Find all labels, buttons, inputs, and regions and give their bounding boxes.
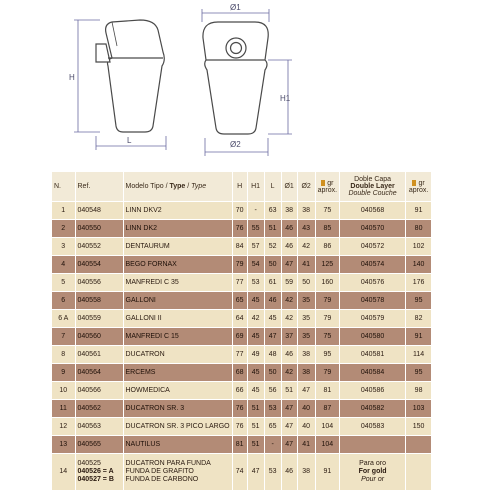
dim-label-o2: Ø2 <box>230 140 241 149</box>
cell-dref: 040581 <box>340 346 406 364</box>
dim-label-o1: Ø1 <box>230 3 241 12</box>
cell-ref: 040548 <box>75 202 123 220</box>
table-row <box>52 274 432 292</box>
cell-gr: 95 <box>315 346 339 364</box>
cell-h: 84 <box>232 238 247 256</box>
cell-h: 68 <box>232 364 247 382</box>
cell-h: 69 <box>232 328 247 346</box>
header-l: L <box>264 172 281 202</box>
cell-h1: 51 <box>247 436 264 454</box>
cell-ref: 040561 <box>75 346 123 364</box>
cell-gr: 81 <box>315 382 339 400</box>
cell-h1: 53 <box>247 274 264 292</box>
table-row <box>52 418 432 436</box>
crucible-technical-drawing <box>0 0 500 160</box>
cell-h: 65 <box>232 292 247 310</box>
cell-dgr: 102 <box>406 238 432 256</box>
cell-o1: 46 <box>281 346 297 364</box>
cell-dgr: 82 <box>406 310 432 328</box>
cell-h: 76 <box>232 220 247 238</box>
cell-ref: 040566 <box>75 382 123 400</box>
cell-l: 56 <box>264 382 281 400</box>
table-body <box>52 202 432 454</box>
cell-l: 65 <box>264 418 281 436</box>
cell-dref: 040576 <box>340 274 406 292</box>
cell-o2: 38 <box>297 364 315 382</box>
cell-o1: 42 <box>281 310 297 328</box>
cell-h1: 47 <box>247 454 264 491</box>
cell-model: HOWMEDICA <box>123 382 232 400</box>
table-row <box>52 220 432 238</box>
table-row <box>52 328 432 346</box>
cell-dgr: 95 <box>406 364 432 382</box>
cell-gr: 91 <box>315 454 339 491</box>
cell-o2: 41 <box>297 256 315 274</box>
cell-o1: 47 <box>281 256 297 274</box>
cell-n: 3 <box>52 238 75 256</box>
cell-dgr: 114 <box>406 346 432 364</box>
cell-gr: 75 <box>315 202 339 220</box>
cell-model: ERCEMS <box>123 364 232 382</box>
cell-dgr: 176 <box>406 274 432 292</box>
cell-ref: 040565 <box>75 436 123 454</box>
cell-dref: 040580 <box>340 328 406 346</box>
cell-n: 11 <box>52 400 75 418</box>
cell-o2: 43 <box>297 220 315 238</box>
cell-model: DUCATRON SR. 3 <box>123 400 232 418</box>
cell-model: LINN DK2 <box>123 220 232 238</box>
header-o1: Ø1 <box>281 172 297 202</box>
cell-o2: 38 <box>297 202 315 220</box>
cell-l: - <box>264 436 281 454</box>
cell-dref: 040584 <box>340 364 406 382</box>
cell-gr: 87 <box>315 400 339 418</box>
cell-o1: 47 <box>281 400 297 418</box>
cell-gr: 160 <box>315 274 339 292</box>
cell-n: 4 <box>52 256 75 274</box>
table-row <box>52 256 432 274</box>
cell-o2: 41 <box>297 436 315 454</box>
table-row <box>52 364 432 382</box>
cell-dgr: 98 <box>406 382 432 400</box>
table-row <box>52 238 432 256</box>
cell-n: 5 <box>52 274 75 292</box>
cell-o2: 40 <box>297 400 315 418</box>
header-n: N. <box>52 172 75 202</box>
cell-n: 8 <box>52 346 75 364</box>
cell-o1: 42 <box>281 292 297 310</box>
crucible-front-view <box>203 22 268 134</box>
cell-dref: 040582 <box>340 400 406 418</box>
cell-dref: 040574 <box>340 256 406 274</box>
crucible-specs-table <box>52 172 432 491</box>
cell-ref: 040559 <box>75 310 123 328</box>
cell-dref: 040583 <box>340 418 406 436</box>
dim-label-l: L <box>127 136 132 145</box>
cell-model: GALLONI II <box>123 310 232 328</box>
cell-o2: 50 <box>297 274 315 292</box>
cell-l: 45 <box>264 310 281 328</box>
cell-model: DUCATRON SR. 3 PICO LARGO <box>123 418 232 436</box>
cell-dref: 040579 <box>340 310 406 328</box>
cell-dgr: 91 <box>406 202 432 220</box>
cell-o1: 47 <box>281 418 297 436</box>
cell-h: 76 <box>232 418 247 436</box>
cell-l: 51 <box>264 220 281 238</box>
cell-dgr <box>406 436 432 454</box>
cell-n: 10 <box>52 382 75 400</box>
cell-h1: 57 <box>247 238 264 256</box>
cell-o2: 47 <box>297 382 315 400</box>
cell-o2: 40 <box>297 418 315 436</box>
cell-h1: 45 <box>247 328 264 346</box>
cell-h1: 55 <box>247 220 264 238</box>
cell-ref: 040525 040526 = A 040527 = B <box>75 454 123 491</box>
cell-n: 7 <box>52 328 75 346</box>
cell-o2: 38 <box>297 346 315 364</box>
cell-o1: 42 <box>281 364 297 382</box>
cell-l: 50 <box>264 364 281 382</box>
cell-o1: 51 <box>281 382 297 400</box>
dim-label-h: H <box>69 73 75 82</box>
header-o2: Ø2 <box>297 172 315 202</box>
cell-gr: 75 <box>315 328 339 346</box>
cell-l: 53 <box>264 454 281 491</box>
cell-l: 63 <box>264 202 281 220</box>
cell-gr: 85 <box>315 220 339 238</box>
cell-l: 50 <box>264 256 281 274</box>
crucible-side-view <box>96 20 164 132</box>
cell-gr: 125 <box>315 256 339 274</box>
cell-o1: 46 <box>281 220 297 238</box>
cell-model: BEGO FORNAX <box>123 256 232 274</box>
dimension-h <box>74 20 100 132</box>
cell-ref: 040552 <box>75 238 123 256</box>
cell-o1: 59 <box>281 274 297 292</box>
cell-h: 77 <box>232 346 247 364</box>
cell-model: DUCATRON PARA FUNDA FUNDA DE GRAFITO FUNDA DE CARBONO <box>123 454 232 491</box>
cell-gr: 79 <box>315 310 339 328</box>
table-row <box>52 382 432 400</box>
cell-o1: 37 <box>281 328 297 346</box>
cell-h: 77 <box>232 274 247 292</box>
cell-dgr: 91 <box>406 328 432 346</box>
cell-gr: 79 <box>315 292 339 310</box>
cell-dgr: 95 <box>406 292 432 310</box>
cell-o2: 35 <box>297 328 315 346</box>
header-ref: Ref. <box>75 172 123 202</box>
cell-l: 48 <box>264 346 281 364</box>
table-row <box>52 292 432 310</box>
cell-l: 46 <box>264 292 281 310</box>
cell-dref: 040586 <box>340 382 406 400</box>
cell-h1: 49 <box>247 346 264 364</box>
table-row <box>52 400 432 418</box>
cell-o2: 38 <box>297 454 315 491</box>
cell-h: 66 <box>232 382 247 400</box>
cell-ref: 040564 <box>75 364 123 382</box>
cell-dgr: 140 <box>406 256 432 274</box>
cell-h1: - <box>247 202 264 220</box>
cell-l: 61 <box>264 274 281 292</box>
cell-model: DUCATRON <box>123 346 232 364</box>
cell-n: 2 <box>52 220 75 238</box>
cell-n: 1 <box>52 202 75 220</box>
cell-h: 70 <box>232 202 247 220</box>
cell-model: NAUTILUS <box>123 436 232 454</box>
cell-o1: 38 <box>281 202 297 220</box>
header-h1: H1 <box>247 172 264 202</box>
cell-gr: 79 <box>315 364 339 382</box>
cell-h1: 45 <box>247 382 264 400</box>
cell-h1: 54 <box>247 256 264 274</box>
header-gr: gr aprox. <box>315 172 339 202</box>
cell-model: GALLONI <box>123 292 232 310</box>
cell-o2: 42 <box>297 238 315 256</box>
gold-ingot-icon <box>412 180 416 186</box>
cell-dref: 040572 <box>340 238 406 256</box>
table-row-14 <box>52 454 432 491</box>
cell-h: 74 <box>232 454 247 491</box>
cell-ref: 040556 <box>75 274 123 292</box>
cell-n: 6 A <box>52 310 75 328</box>
cell-dgr: 150 <box>406 418 432 436</box>
cell-gr: 104 <box>315 418 339 436</box>
cell-ref: 040554 <box>75 256 123 274</box>
cell-o2: 35 <box>297 310 315 328</box>
cell-model: MANFREDI C 35 <box>123 274 232 292</box>
header-h: H <box>232 172 247 202</box>
cell-dref: 040570 <box>340 220 406 238</box>
cell-h: 79 <box>232 256 247 274</box>
cell-h1: 51 <box>247 418 264 436</box>
cell-dref <box>340 436 406 454</box>
cell-dref: 040568 <box>340 202 406 220</box>
cell-h1: 42 <box>247 310 264 328</box>
table-header-row <box>52 172 432 202</box>
cell-o2: 35 <box>297 292 315 310</box>
cell-ref: 040550 <box>75 220 123 238</box>
cell-h1: 51 <box>247 400 264 418</box>
cell-o1: 46 <box>281 238 297 256</box>
cell-ref: 040560 <box>75 328 123 346</box>
cell-n: 14 <box>52 454 75 491</box>
cell-n: 9 <box>52 364 75 382</box>
cell-n: 13 <box>52 436 75 454</box>
gold-ingot-icon <box>321 180 325 186</box>
cell-double-note: Para oro For gold Pour or <box>340 454 406 491</box>
cell-o1: 47 <box>281 436 297 454</box>
cell-dgr: 80 <box>406 220 432 238</box>
table-row <box>52 202 432 220</box>
header-gr-double: gr aprox. <box>406 172 432 202</box>
cell-dgr: 103 <box>406 400 432 418</box>
cell-h1: 45 <box>247 292 264 310</box>
cell-dref: 040578 <box>340 292 406 310</box>
cell-model: DENTAURUM <box>123 238 232 256</box>
cell-h: 64 <box>232 310 247 328</box>
cell-dgr <box>406 454 432 491</box>
cell-h1: 45 <box>247 364 264 382</box>
cell-h: 76 <box>232 400 247 418</box>
header-double-layer: Doble Capa Double Layer Double Couche <box>340 172 406 202</box>
table-row <box>52 436 432 454</box>
cell-l: 53 <box>264 400 281 418</box>
cell-ref: 040563 <box>75 418 123 436</box>
cell-n: 12 <box>52 418 75 436</box>
cell-gr: 104 <box>315 436 339 454</box>
dim-label-h1: H1 <box>280 94 291 103</box>
cell-h: 81 <box>232 436 247 454</box>
cell-gr: 86 <box>315 238 339 256</box>
cell-l: 52 <box>264 238 281 256</box>
table-row <box>52 310 432 328</box>
cell-l: 47 <box>264 328 281 346</box>
cell-model: LINN DKV2 <box>123 202 232 220</box>
cell-model: MANFREDI C 15 <box>123 328 232 346</box>
cell-ref: 040558 <box>75 292 123 310</box>
cell-n: 6 <box>52 292 75 310</box>
table-row <box>52 346 432 364</box>
cell-ref: 040562 <box>75 400 123 418</box>
header-model: Modelo Tipo / Type / Type <box>123 172 232 202</box>
cell-o1: 46 <box>281 454 297 491</box>
